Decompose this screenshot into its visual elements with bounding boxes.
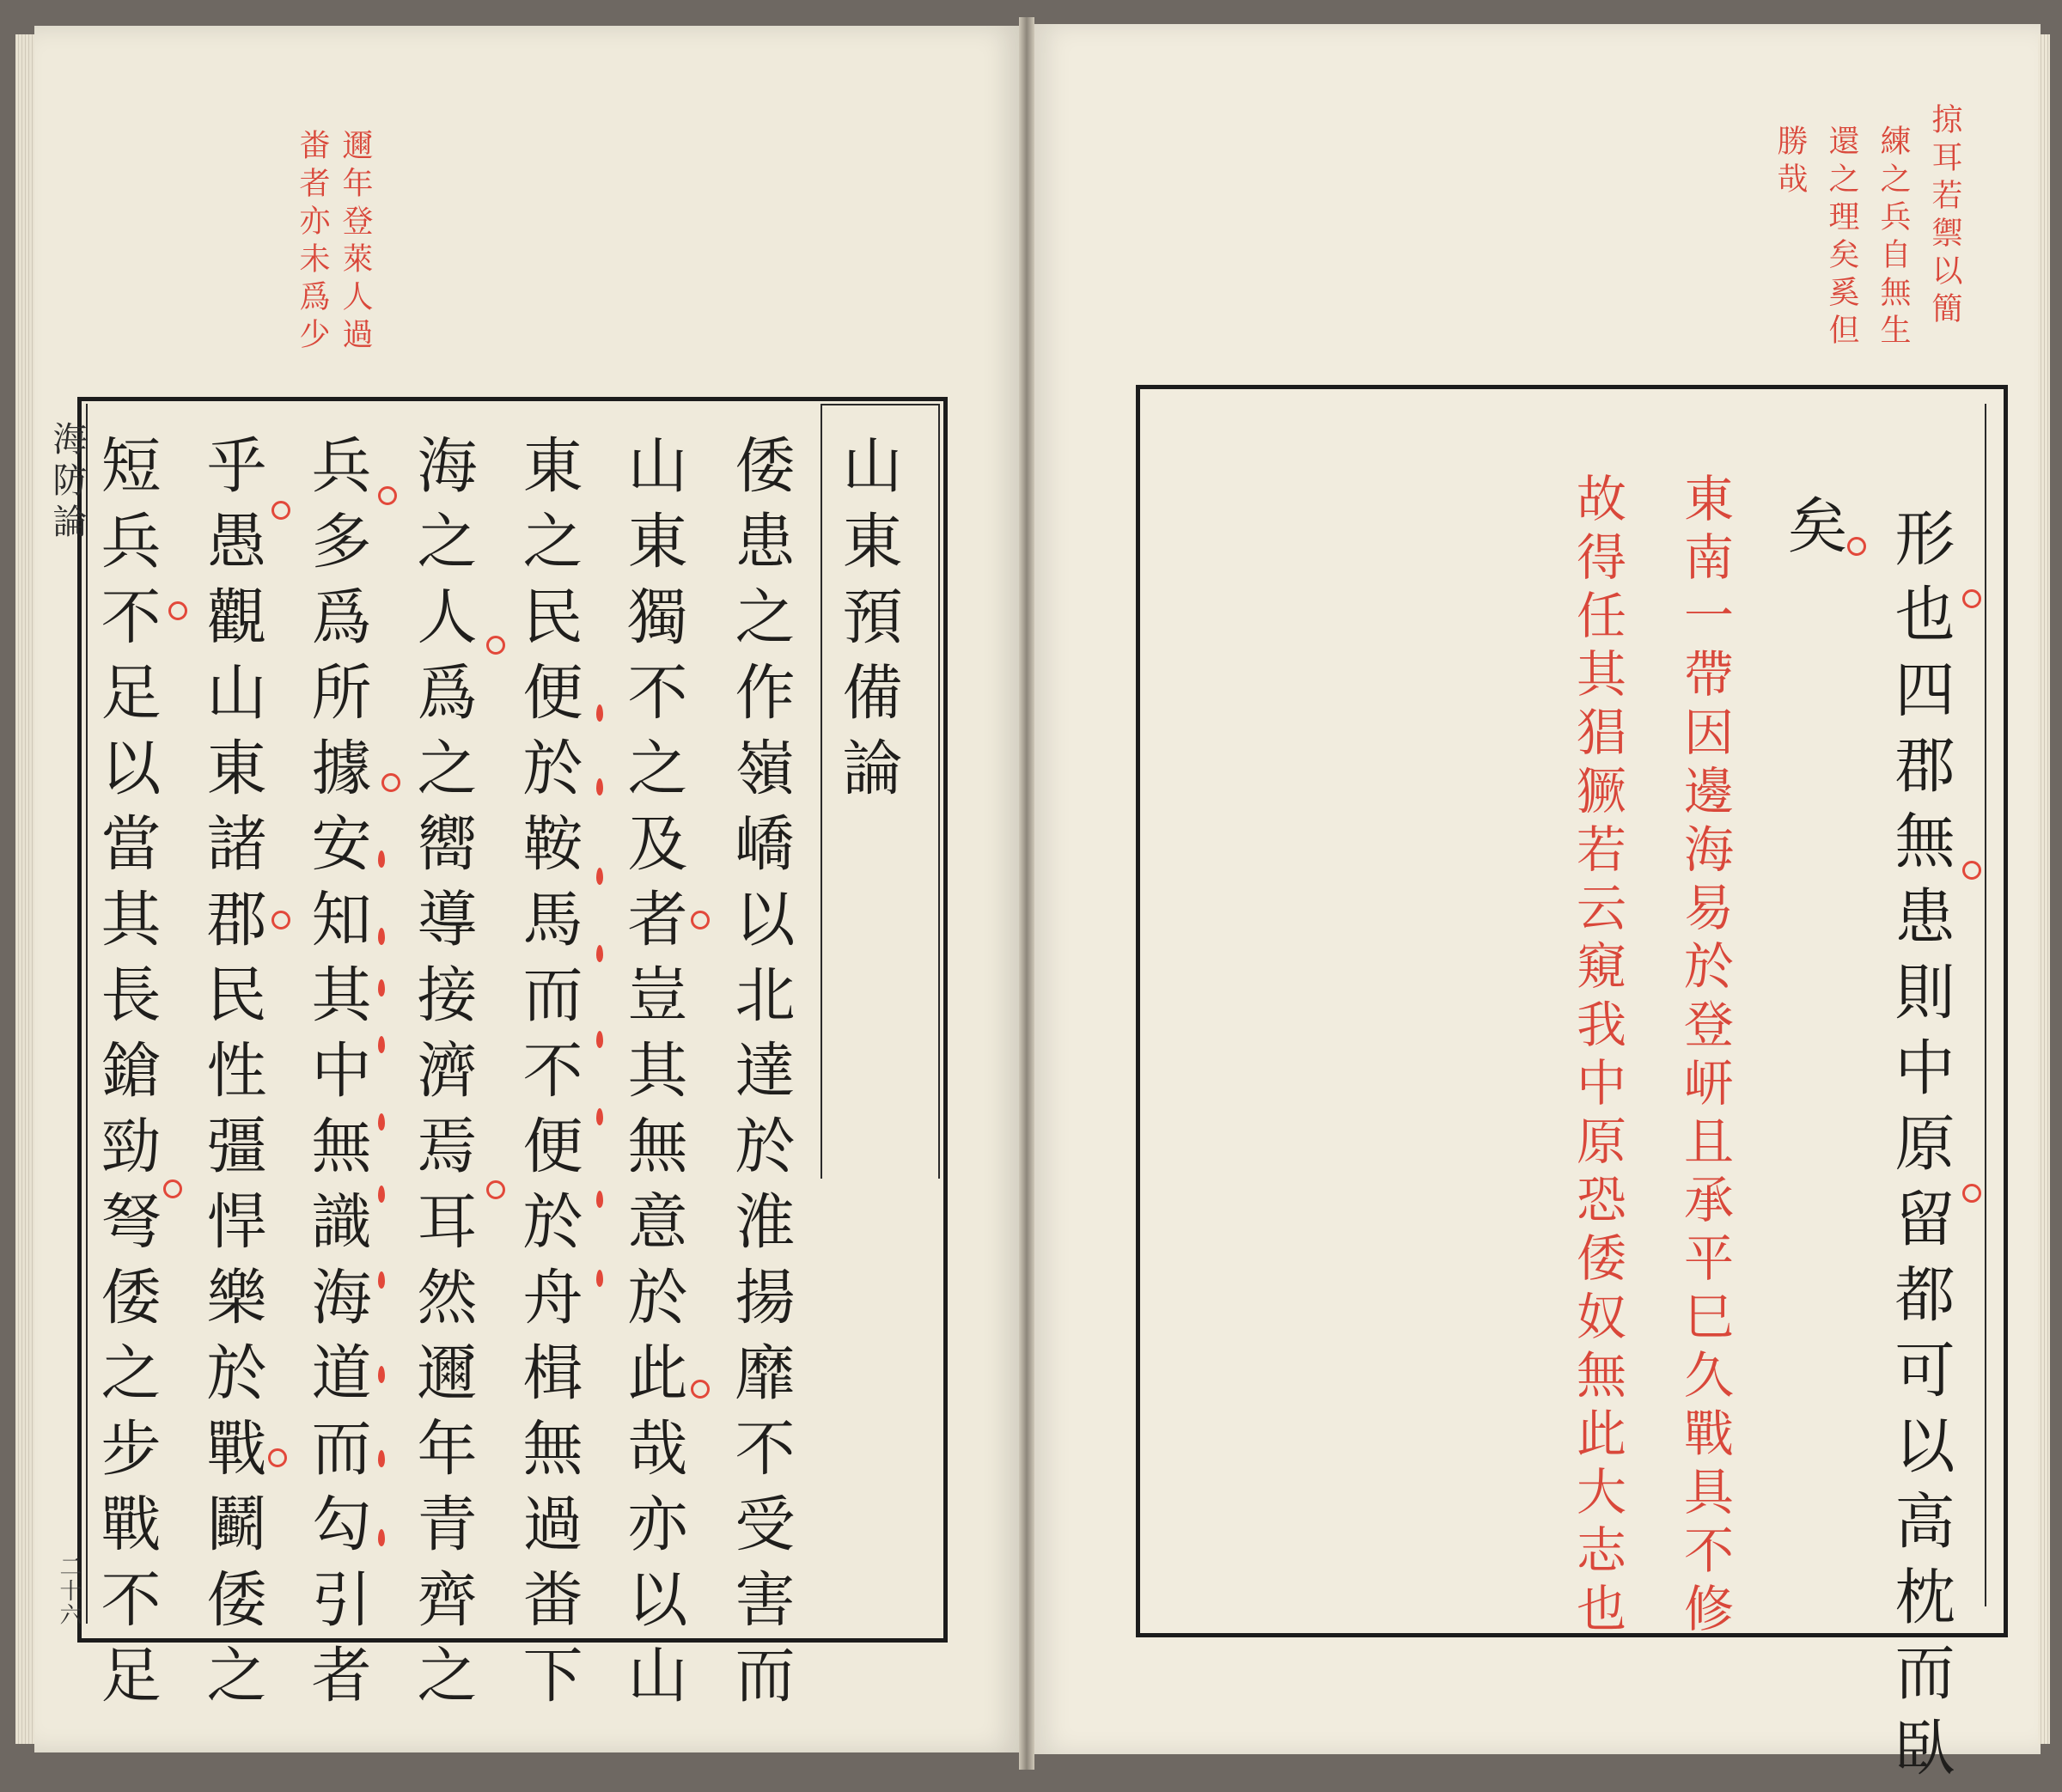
right-top-note-4: 勝哉 [1772,125,1808,200]
left-column-7: 短兵不足以當其長鎗勁弩倭之步戰不足 [91,434,162,1719]
punctuation-circle [268,1448,287,1467]
left-column-3: 東之民便於鞍馬而不便於舟楫無過畨下 [513,434,583,1719]
emphasis-dot [596,704,603,722]
punctuation-circle [691,1380,710,1399]
emphasis-dot [378,1113,385,1131]
emphasis-dot [378,1271,385,1289]
emphasis-dot [378,1186,385,1203]
emphasis-dot [378,979,385,997]
punctuation-circle [271,501,290,520]
left-column-4: 海之人爲之嚮導接濟焉耳然邇年青齊之 [407,434,478,1719]
margin-title: 海防論 [47,421,87,545]
section-heading: 山東預備論 [833,434,903,812]
emphasis-dot [596,1270,603,1287]
punctuation-circle [486,1180,505,1199]
emphasis-dot [596,778,603,795]
emphasis-dot [378,1036,385,1053]
right-red-column-2: 故得任其猖獗若云窺我中原恐倭奴無此大志也 [1568,472,1626,1641]
right-top-note-1: 掠耳若禦以簡 [1927,103,1962,330]
folio-number: 二十六 [56,1555,82,1627]
emphasis-dot [596,945,603,962]
left-column-2: 山東獨不之及者豈其無意於此哉亦以山 [618,434,688,1719]
emphasis-dot [378,850,385,868]
punctuation-circle [1962,1184,1981,1203]
left-column-1: 倭患之作嶺嶠以北達於淮揚靡不受害而 [725,434,796,1719]
emphasis-dot [596,1031,603,1048]
right-top-note-2: 練之兵自無生 [1876,125,1911,351]
right-margin-rule [1985,404,1986,1606]
punctuation-circle [486,636,505,655]
emphasis-dot [596,1108,603,1125]
page-edge-right [2038,34,2050,1744]
left-column-5: 兵多爲所據安知其中無識海道而勾引者 [302,434,372,1719]
emphasis-dot [378,1529,385,1546]
left-column-6: 乎愚觀山東諸郡民性彊悍樂於戰鬬倭之 [197,434,267,1719]
punctuation-circle [691,911,710,930]
punctuation-circle [1962,861,1981,880]
punctuation-circle [1962,589,1981,608]
right-column-1: 形也四郡無患則中原留都可以高枕而臥 [1885,507,1955,1792]
emphasis-dot [378,928,385,945]
book-gutter [1019,17,1034,1770]
right-top-note-3: 還之理矣奚但 [1824,125,1859,351]
emphasis-dot [596,1191,603,1208]
punctuation-circle [378,486,397,505]
right-column-2: 矣 [1778,494,1848,570]
punctuation-circle [163,1179,182,1198]
emphasis-dot [378,1366,385,1383]
punctuation-circle [168,601,187,620]
left-margin-rule [86,404,88,1624]
punctuation-circle [271,911,290,930]
emphasis-dot [378,1450,385,1467]
emphasis-dot [596,868,603,885]
left-top-note-1: 邇年登萊人過 [338,129,373,356]
punctuation-circle [1847,537,1866,556]
punctuation-circle [381,773,400,792]
left-top-note-2: 畨者亦未爲少 [295,129,330,356]
right-red-column-1: 東南一帶因邊海易於登岍且承平巳久戰具不修 [1675,472,1734,1641]
